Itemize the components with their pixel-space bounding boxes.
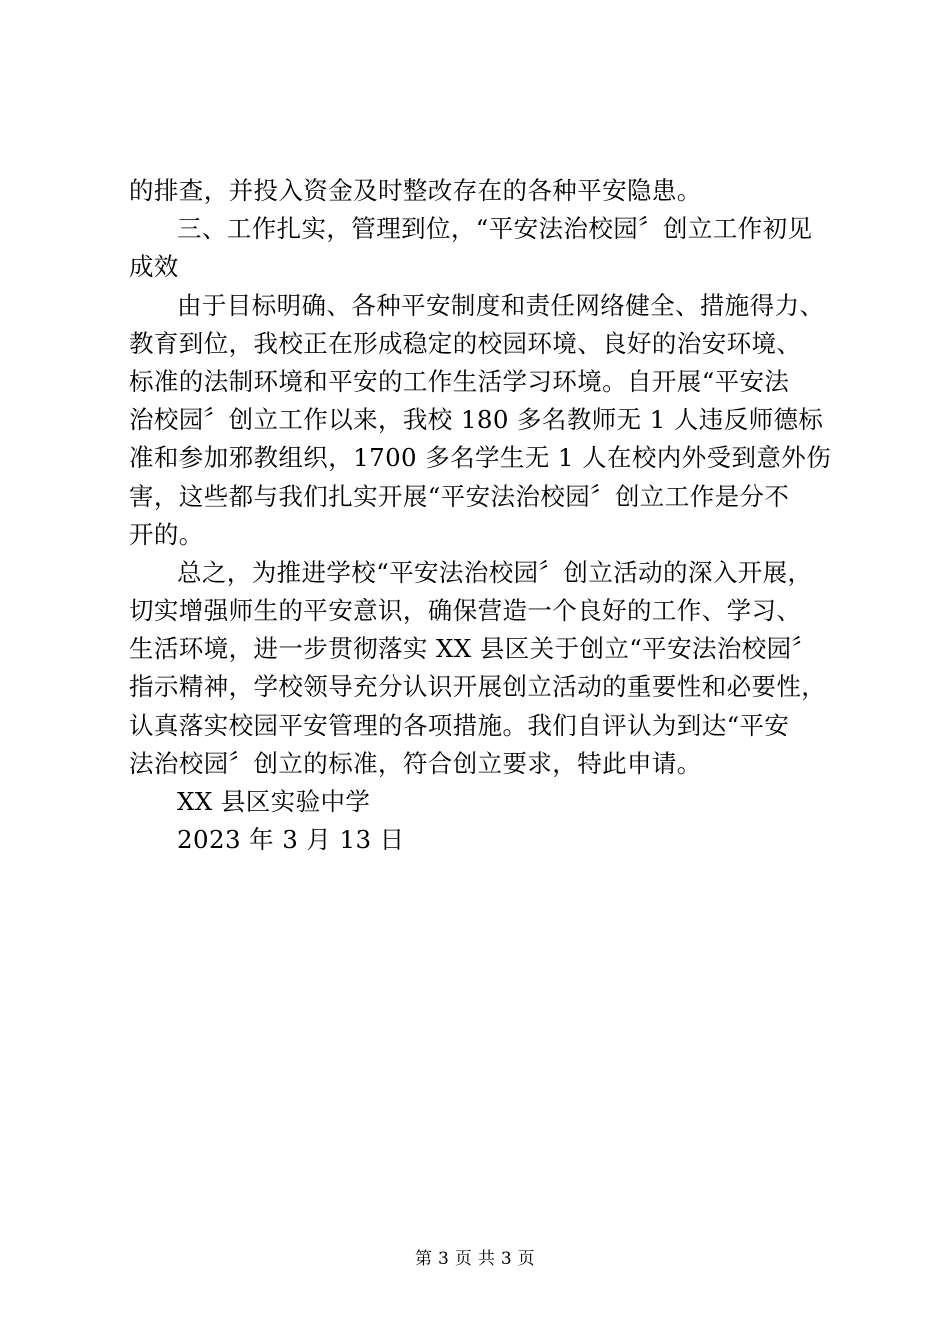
text-line: 生活环境，进一步贯彻落实 XX 县区关于创立“平安法治校园〞 xyxy=(129,634,817,664)
section-heading-line: 三、工作扎实，管理到位，“平安法治校园〞创立工作初见 xyxy=(177,214,813,244)
text-line: 治校园〞创立工作以来，我校 180 多名教师无 1 人违反师德标 xyxy=(129,405,824,435)
page-footer: 第 3 页 共 3 页 xyxy=(415,1249,535,1269)
signature-school: XX 县区实验中学 xyxy=(177,787,371,816)
text-line: 切实增强师生的平安意识，确保营造一个良好的工作、学习、 xyxy=(129,596,802,626)
section-heading-line: 成效 xyxy=(129,252,179,282)
text-line: 准和参加邪教组织，1700 多名学生无 1 人在校内外受到意外伤 xyxy=(129,443,832,473)
text-line: 害，这些都与我们扎实开展“平安法治校园〞创立工作是分不 xyxy=(129,481,790,511)
text-line: 开的。 xyxy=(129,519,204,549)
text-line: 认真落实校园平安管理的各项措施。我们自评认为到达“平安 xyxy=(129,710,790,740)
text-line: 法治校园〞创立的标准，符合创立要求，特此申请。 xyxy=(129,748,702,778)
text-line: 教育到位，我校正在形成稳定的校园环境、良好的治安环境、 xyxy=(129,328,802,358)
signature-date: 2023 年 3 月 13 日 xyxy=(177,825,405,855)
text-line: 由于目标明确、各种平安制度和责任网络健全、措施得力、 xyxy=(177,290,825,320)
text-line: 指示精神，学校领导充分认识开展创立活动的重要性和必要性， xyxy=(129,672,827,702)
text-line: 的排查，并投入资金及时整改存在的各种平安隐患。 xyxy=(129,176,702,205)
document-body xyxy=(129,172,849,859)
text-line: 总之，为推进学校“平安法治校园〞创立活动的深入开展， xyxy=(177,557,813,587)
text-line: 标准的法制环境和平安的工作生活学习环境。自开展“平安法 xyxy=(129,366,790,396)
